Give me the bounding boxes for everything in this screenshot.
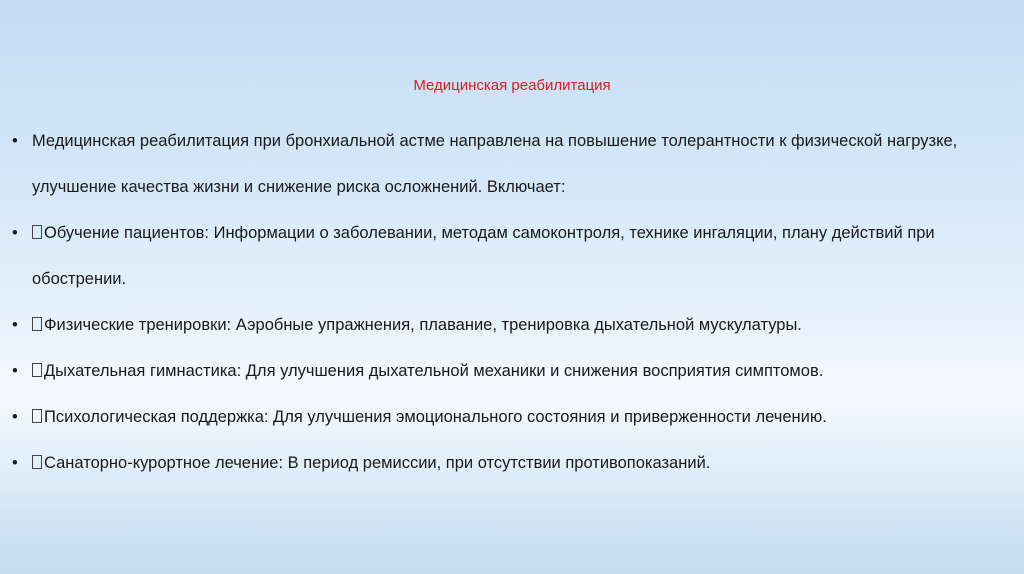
bullet-dot-icon: •	[12, 132, 18, 150]
missing-glyph-box-icon	[32, 455, 42, 469]
bullet-dot-icon: •	[12, 224, 18, 242]
list-item-text: Психологическая поддержка: Для улучшения эмоционального состояния и приверженности лечению.	[44, 408, 827, 426]
list-item	[12, 210, 992, 302]
bullet-dot-icon: •	[12, 408, 18, 426]
missing-glyph-box-icon	[32, 225, 42, 239]
bullet-list	[12, 118, 992, 486]
list-item-text: Медицинская реабилитация при бронхиальной астме направлена на повышение толерантности к физической нагрузке, улучшение качества жизни и снижение риска осложнений. Включает:	[32, 132, 958, 196]
list-item	[12, 302, 992, 348]
missing-glyph-box-icon	[32, 317, 42, 331]
list-item-text: Санаторно-курортное лечение: В период ремиссии, при отсутствии противопоказаний.	[44, 454, 711, 472]
bullet-dot-icon: •	[12, 362, 18, 380]
list-item	[12, 394, 992, 440]
bullet-dot-icon: •	[12, 454, 18, 472]
list-item	[12, 440, 992, 486]
missing-glyph-box-icon	[32, 409, 42, 423]
list-item-text: Физические тренировки: Аэробные упражнения, плавание, тренировка дыхательной мускулатуры.	[44, 316, 802, 334]
list-item	[12, 348, 992, 394]
list-item-text: Обучение пациентов: Информации о заболевании, методам самоконтроля, технике ингаляции, плану действий при обострении.	[32, 224, 935, 288]
slide-title: Медицинская реабилитация	[413, 77, 611, 94]
bullet-dot-icon: •	[12, 316, 18, 334]
list-item	[12, 118, 992, 210]
list-item-text: Дыхательная гимнастика: Для улучшения дыхательной механики и снижения восприятия симптомов.	[44, 362, 824, 380]
missing-glyph-box-icon	[32, 363, 42, 377]
